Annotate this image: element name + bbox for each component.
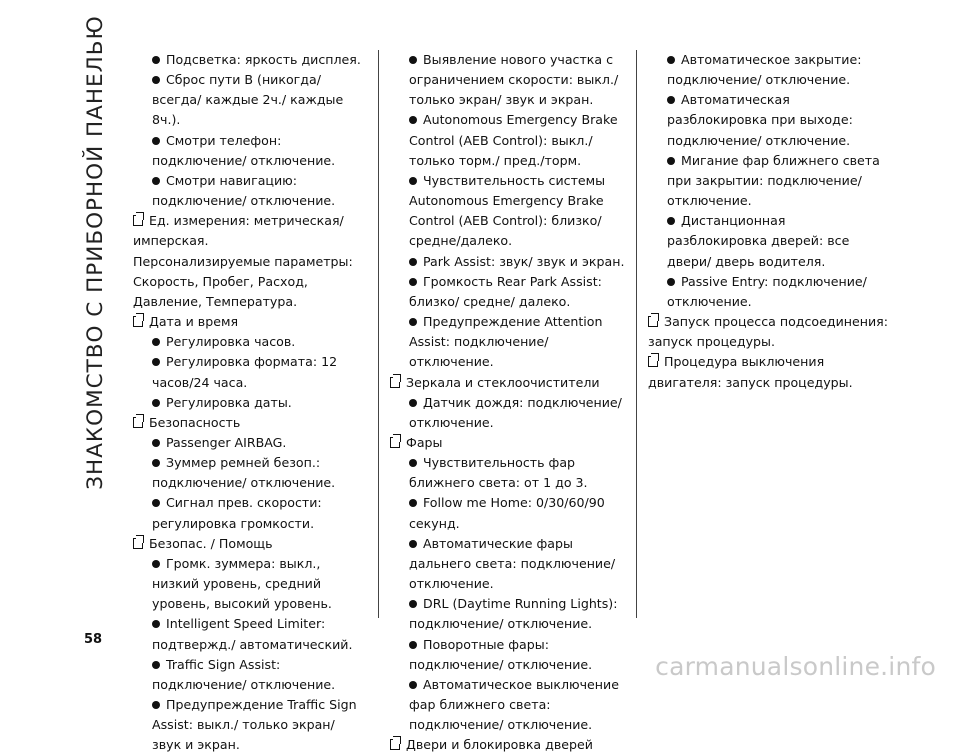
bullet-icon	[152, 620, 160, 628]
bullet-item	[648, 151, 888, 211]
bullet-item	[390, 110, 634, 170]
column-divider	[636, 50, 637, 618]
item-text: Смотри навигацию: подключение/ отключение.	[152, 172, 336, 209]
item-text: Ед. измерения: метрическая/ имперская.	[133, 213, 344, 249]
bullet-item	[133, 554, 365, 614]
bullet-icon	[152, 358, 160, 366]
menu-heading	[390, 373, 634, 393]
bullet-item	[390, 635, 634, 675]
bullet-item	[133, 70, 365, 130]
bullet-icon	[409, 600, 417, 608]
bullet-item	[133, 393, 365, 413]
item-text: Автоматическая разблокировка при выходе: подключение/ отключение.	[667, 92, 853, 148]
item-text: Персонализируемые параметры: Скорость, Пробег, Расход, Давление, Температура.	[133, 253, 353, 309]
bullet-item	[133, 493, 365, 533]
bullet-item	[133, 332, 365, 352]
menu-heading	[648, 352, 888, 392]
menu-folder-icon	[390, 437, 400, 448]
menu-heading	[648, 312, 888, 352]
item-text: Автоматическое закрытие: подключение/ отключение.	[667, 52, 862, 88]
item-text: Предупреждение Traffic Sign Assist: выкл./ только экран/ звук и экран.	[152, 697, 357, 753]
bullet-icon	[409, 641, 417, 649]
bullet-icon	[152, 459, 160, 467]
bullet-item	[390, 453, 634, 493]
bullet-icon	[667, 157, 675, 165]
bullet-item	[390, 50, 634, 110]
item-text: Follow me Home: 0/30/60/90 секунд.	[409, 495, 605, 531]
item-text: Регулировка даты.	[166, 394, 292, 410]
bullet-item	[390, 312, 634, 372]
bullet-icon	[409, 681, 417, 689]
bullet-item	[648, 272, 888, 312]
menu-folder-icon	[648, 356, 658, 367]
bullet-icon	[667, 96, 675, 104]
menu-folder-icon	[133, 215, 143, 226]
bullet-icon	[152, 499, 160, 507]
item-text: Предупреждение Attention Assist: подключение/ отключение.	[409, 314, 603, 370]
text-paragraph	[133, 252, 365, 312]
item-text: Громк. зуммера: выкл., низкий уровень, средний уровень, высокий уровень.	[152, 555, 332, 612]
item-text: Сброс пути B (никогда/ всегда/ каждые 2ч./ каждые 8ч.).	[152, 72, 344, 128]
menu-folder-icon	[133, 538, 143, 549]
bullet-item	[133, 453, 365, 493]
bullet-icon	[409, 540, 417, 548]
bullet-icon	[409, 116, 417, 124]
bullet-icon	[152, 439, 160, 447]
bullet-item	[133, 433, 365, 453]
item-text: Громкость Rear Park Assist: близко/ средне/ далеко.	[409, 273, 602, 309]
watermark: carmanualsonline.info	[655, 652, 936, 681]
bullet-icon	[409, 177, 417, 185]
menu-heading	[133, 413, 365, 433]
menu-folder-icon	[648, 316, 658, 327]
bullet-icon	[409, 459, 417, 467]
column-2	[390, 50, 634, 755]
item-text: Park Assist: звук/ звук и экран.	[423, 253, 625, 269]
bullet-item	[648, 90, 888, 150]
menu-heading	[133, 211, 365, 251]
menu-heading	[390, 735, 634, 755]
bullet-item	[648, 211, 888, 271]
bullet-item	[390, 272, 634, 312]
item-text: Автоматическое выключение фар ближнего света: подключение/ отключение.	[409, 676, 619, 733]
bullet-icon	[667, 278, 675, 286]
item-text: Чувствительность системы Autonomous Emergency Brake Control (AEB Control): близко/ средне/далеко.	[409, 172, 606, 249]
bullet-item	[390, 493, 634, 533]
bullet-icon	[152, 338, 160, 346]
bullet-icon	[409, 278, 417, 286]
bullet-icon	[152, 137, 160, 145]
bullet-icon	[667, 56, 675, 64]
item-text: Поворотные фары: подключение/ отключение.	[409, 636, 593, 672]
menu-heading	[133, 534, 365, 554]
column-3	[648, 50, 888, 393]
bullet-icon	[152, 560, 160, 568]
bullet-item	[390, 534, 634, 594]
bullet-icon	[409, 399, 417, 407]
item-text: Регулировка часов.	[166, 334, 296, 350]
item-text: Выявление нового участка с ограничением скорости: выкл./ только экран/ звук и экран.	[409, 52, 619, 108]
bullet-icon	[152, 177, 160, 185]
item-text: Смотри телефон: подключение/ отключение.	[152, 132, 336, 168]
menu-folder-icon	[390, 377, 400, 388]
item-text: Безопасность	[149, 414, 241, 430]
item-text: Чувствительность фар ближнего света: от 1 до 3.	[409, 455, 588, 491]
item-text: Датчик дождя: подключение/ отключение.	[409, 394, 622, 430]
bullet-item	[133, 171, 365, 211]
section-title: ЗНАКОМСТВО С ПРИБОРНОЙ ПАНЕЛЬЮ	[82, 14, 108, 490]
column-1	[133, 50, 365, 755]
bullet-icon	[152, 701, 160, 709]
menu-folder-icon	[390, 739, 400, 750]
bullet-icon	[409, 56, 417, 64]
bullet-item	[390, 675, 634, 735]
item-text: Процедура выключения двигателя: запуск процедуры.	[648, 354, 853, 390]
item-text: Регулировка формата: 12 часов/24 часа.	[152, 354, 338, 390]
bullet-item	[390, 393, 634, 433]
item-text: Мигание фар ближнего света при закрытии: подключение/ отключение.	[667, 152, 880, 209]
bullet-icon	[667, 217, 675, 225]
item-text: Дистанционная разблокировка дверей: все двери/ дверь водителя.	[667, 213, 850, 269]
bullet-item	[390, 171, 634, 252]
item-text: Сигнал прев. скорости: регулировка громкости.	[152, 495, 322, 531]
menu-folder-icon	[133, 417, 143, 428]
page-number: 58	[84, 632, 103, 647]
bullet-icon	[409, 318, 417, 326]
item-text: Запуск процесса подсоединения: запуск процедуры.	[648, 314, 888, 350]
item-text: Passive Entry: подключение/ отключение.	[667, 273, 867, 309]
bullet-icon	[409, 499, 417, 507]
bullet-icon	[152, 399, 160, 407]
bullet-item	[133, 131, 365, 171]
bullet-item	[133, 655, 365, 695]
bullet-item	[133, 50, 365, 70]
bullet-icon	[152, 76, 160, 84]
item-text: Подсветка: яркость дисплея.	[166, 52, 361, 67]
bullet-item	[390, 252, 634, 272]
bullet-item	[133, 614, 365, 654]
item-text: Зеркала и стеклоочистители	[406, 374, 600, 390]
bullet-item	[133, 695, 365, 755]
bullet-item	[648, 50, 888, 90]
section-title-vertical	[80, 14, 110, 490]
item-text: Фары	[406, 434, 443, 450]
bullet-item	[390, 594, 634, 634]
item-text: Autonomous Emergency Brake Control (AEB Control): выкл./ только торм./ пред./торм.	[409, 112, 618, 168]
item-text: Intelligent Speed Limiter: подтвержд./ автоматический.	[152, 616, 353, 652]
item-text: Зуммер ремней безоп.: подключение/ отключение.	[152, 455, 336, 491]
menu-folder-icon	[133, 316, 143, 327]
item-text: Двери и блокировка дверей	[406, 737, 593, 753]
bullet-icon	[409, 258, 417, 266]
item-text: DRL (Daytime Running Lights): подключение/ отключение.	[409, 596, 618, 632]
menu-heading	[390, 433, 634, 453]
bullet-icon	[152, 56, 160, 64]
column-divider	[378, 50, 379, 618]
bullet-item	[133, 352, 365, 392]
menu-heading	[133, 312, 365, 332]
item-text: Дата и время	[149, 314, 239, 330]
item-text: Passenger AIRBAG.	[166, 434, 287, 450]
item-text: Безопас. / Помощь	[149, 535, 273, 551]
item-text: Traffic Sign Assist: подключение/ отключение.	[152, 656, 336, 692]
bullet-icon	[152, 661, 160, 669]
item-text: Автоматические фары дальнего света: подключение/ отключение.	[409, 535, 616, 592]
